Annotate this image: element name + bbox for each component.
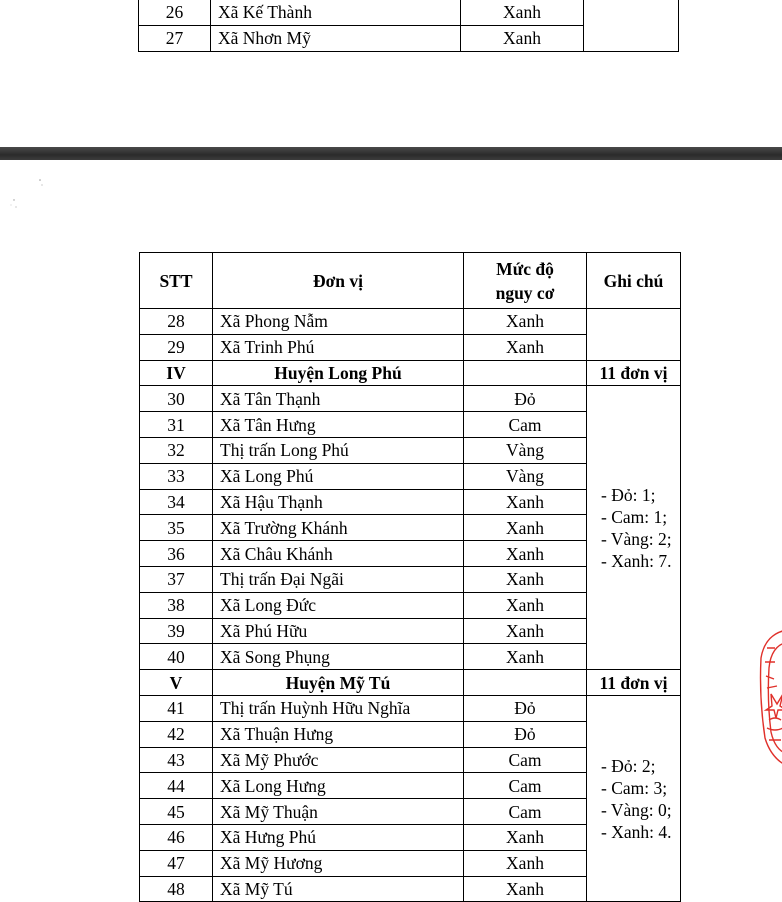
stt-cell: 37 xyxy=(140,566,213,592)
risk-cell: Đỏ xyxy=(464,695,587,721)
unit-cell: Xã Tân Hưng xyxy=(213,412,464,438)
risk-cell: Đỏ xyxy=(464,721,587,747)
risk-cell: Xanh xyxy=(461,0,584,25)
unit-cell: Thị trấn Huỳnh Hữu Nghĩa xyxy=(213,695,464,721)
group-roman: IV xyxy=(140,360,213,386)
group-title: Huyện Long Phú xyxy=(213,360,464,386)
unit-cell: Xã Long Đức xyxy=(213,592,464,618)
unit-cell: Xã Hậu Thạnh xyxy=(213,489,464,515)
table-header-row xyxy=(140,253,681,309)
previous-page-table xyxy=(138,0,679,52)
unit-cell: Xã Tân Thạnh xyxy=(213,386,464,412)
stt-cell: 31 xyxy=(140,412,213,438)
stt-cell: 32 xyxy=(140,437,213,463)
risk-cell: Xanh xyxy=(464,824,587,850)
table-row xyxy=(139,0,679,25)
group-header-row xyxy=(140,360,681,386)
unit-cell: Xã Mỹ Hương xyxy=(213,850,464,876)
unit-cell: Xã Thuận Hưng xyxy=(213,721,464,747)
stt-cell: 35 xyxy=(140,515,213,541)
stt-cell: 44 xyxy=(140,773,213,799)
risk-cell: Xanh xyxy=(464,876,587,902)
stt-cell: 40 xyxy=(140,644,213,670)
table-row xyxy=(140,695,681,721)
group-count: 11 đơn vị xyxy=(587,360,681,386)
group-roman: V xyxy=(140,670,213,696)
risk-cell: Cam xyxy=(464,747,587,773)
risk-cell xyxy=(464,670,587,696)
risk-cell: Vàng xyxy=(464,437,587,463)
risk-cell: Xanh xyxy=(461,25,584,51)
stt-cell: 43 xyxy=(140,747,213,773)
risk-level-table xyxy=(139,252,681,902)
scan-speck-marks xyxy=(6,172,52,214)
unit-cell: Thị trấn Long Phú xyxy=(213,437,464,463)
risk-cell: Xanh xyxy=(464,541,587,567)
group-title: Huyện Mỹ Tú xyxy=(213,670,464,696)
stt-cell: 38 xyxy=(140,592,213,618)
risk-cell: Xanh xyxy=(464,489,587,515)
header-unit: Đơn vị xyxy=(213,253,464,309)
header-risk: Mức độ nguy cơ xyxy=(464,253,587,309)
red-seal-stamp xyxy=(757,628,782,768)
risk-cell: Xanh xyxy=(464,592,587,618)
stt-cell: 34 xyxy=(140,489,213,515)
header-note: Ghi chú xyxy=(587,253,681,309)
risk-cell: Vàng xyxy=(464,463,587,489)
group-summary-note: - Đỏ: 2; - Cam: 3; - Vàng: 0; - Xanh: 4. xyxy=(587,695,681,901)
unit-cell: Xã Nhơn Mỹ xyxy=(211,25,461,51)
stt-cell: 39 xyxy=(140,618,213,644)
risk-cell: Xanh xyxy=(464,644,587,670)
risk-cell: Xanh xyxy=(464,618,587,644)
stt-cell: 33 xyxy=(140,463,213,489)
risk-cell: Xanh xyxy=(464,566,587,592)
risk-cell: Xanh xyxy=(464,850,587,876)
stt-cell: 46 xyxy=(140,824,213,850)
stt-cell: 41 xyxy=(140,695,213,721)
unit-cell: Xã Trường Khánh xyxy=(213,515,464,541)
unit-cell: Xã Song Phụng xyxy=(213,644,464,670)
risk-cell: Xanh xyxy=(464,334,587,360)
unit-cell: Xã Trinh Phú xyxy=(213,334,464,360)
group-header-row xyxy=(140,670,681,696)
header-stt: STT xyxy=(140,253,213,309)
stt-cell: 28 xyxy=(140,309,213,335)
group-count: 11 đơn vị xyxy=(587,670,681,696)
stt-cell: 27 xyxy=(139,25,211,51)
unit-cell: Xã Long Phú xyxy=(213,463,464,489)
risk-cell: Cam xyxy=(464,773,587,799)
stt-cell: 36 xyxy=(140,541,213,567)
unit-cell: Xã Kế Thành xyxy=(211,0,461,25)
risk-cell: Cam xyxy=(464,799,587,825)
risk-cell: Cam xyxy=(464,412,587,438)
unit-cell: Xã Mỹ Phước xyxy=(213,747,464,773)
unit-cell: Xã Phong Nẫm xyxy=(213,309,464,335)
unit-cell: Xã Mỹ Tú xyxy=(213,876,464,902)
stt-cell: 42 xyxy=(140,721,213,747)
risk-cell xyxy=(464,360,587,386)
stt-cell: 26 xyxy=(139,0,211,25)
risk-cell: Xanh xyxy=(464,515,587,541)
group-summary-note: - Đỏ: 1; - Cam: 1; - Vàng: 2; - Xanh: 7. xyxy=(587,386,681,670)
stt-cell: 30 xyxy=(140,386,213,412)
note-cell xyxy=(584,0,679,51)
unit-cell: Xã Châu Khánh xyxy=(213,541,464,567)
table-row xyxy=(140,386,681,412)
stt-cell: 45 xyxy=(140,799,213,825)
note-cell xyxy=(587,309,681,361)
unit-cell: Xã Mỹ Thuận xyxy=(213,799,464,825)
unit-cell: Xã Long Hưng xyxy=(213,773,464,799)
unit-cell: Thị trấn Đại Ngãi xyxy=(213,566,464,592)
risk-cell: Xanh xyxy=(464,309,587,335)
stt-cell: 47 xyxy=(140,850,213,876)
stt-cell: 29 xyxy=(140,334,213,360)
risk-cell: Đỏ xyxy=(464,386,587,412)
stt-cell: 48 xyxy=(140,876,213,902)
page-separator xyxy=(0,147,782,160)
unit-cell: Xã Hưng Phú xyxy=(213,824,464,850)
unit-cell: Xã Phú Hữu xyxy=(213,618,464,644)
table-row xyxy=(140,309,681,335)
